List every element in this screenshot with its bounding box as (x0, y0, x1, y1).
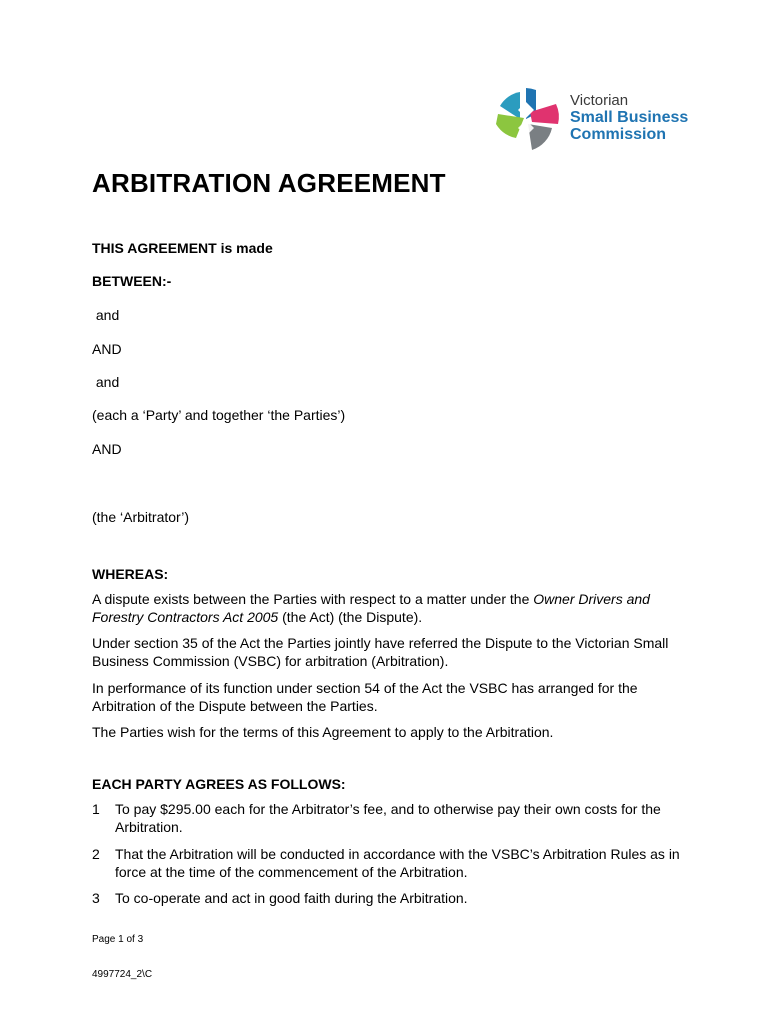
act-title: Owner Drivers and Forestry Contractors Act 2005 (92, 591, 650, 625)
page-number: Page 1 of 3 (92, 934, 144, 945)
list-item-number: 2 (92, 846, 100, 862)
list-item-text: To co-operate and act in good faith during the Arbitration. (115, 890, 468, 906)
logo-line2: Small Business (570, 109, 689, 126)
document-title: ARBITRATION AGREEMENT (92, 168, 446, 198)
between-heading: BETWEEN:- (92, 273, 172, 289)
agrees-heading: EACH PARTY AGREES AS FOLLOWS: (92, 776, 346, 792)
each-party-line: (each a ‘Party’ and together ‘the Parties’) (92, 407, 346, 423)
logo-line3: Commission (570, 126, 667, 143)
whereas-p1-b: (the Act) (the Dispute). (278, 609, 423, 625)
and-line-1: and (92, 307, 120, 323)
list-item-number: 3 (92, 890, 100, 906)
list-item-text: That the Arbitration will be conducted in accordance with the VSBC’s Arbitration Rules as in force at the time of the commencement of the Arbitration. (115, 846, 680, 880)
vsbc-logo (490, 84, 690, 154)
arbitrator-line: (the ‘Arbitrator’) (92, 509, 189, 525)
list-item-number: 1 (92, 801, 100, 817)
agreement-made: THIS AGREEMENT is made (92, 240, 273, 256)
whereas-p1-a: A dispute exists between the Parties with respect to a matter under the (92, 591, 534, 607)
document-reference: 4997724_2\C (92, 969, 153, 980)
list-item-text: To pay $295.00 each for the Arbitrator’s fee, and to otherwise pay their own costs for the Arbitration. (115, 801, 661, 835)
whereas-paragraph-1 (92, 590, 682, 626)
logo-line1: Victorian (570, 92, 629, 109)
AND-line-1: AND (92, 341, 122, 357)
whereas-paragraph-3: In performance of its function under section 54 of the Act the VSBC has arranged for the Arbitration of the Dispute between the Parties. (92, 680, 638, 714)
whereas-paragraph-4: The Parties wish for the terms of this Agreement to apply to the Arbitration. (92, 724, 554, 740)
whereas-heading: WHEREAS: (92, 566, 169, 582)
logo-text (570, 92, 688, 143)
AND-line-2: AND (92, 441, 122, 457)
vsbc-logo-mark (490, 84, 562, 154)
whereas-paragraph-2: Under section 35 of the Act the Parties jointly have referred the Dispute to the Victorian Small Business Commission (VSBC) for arbitration (Arbitration). (92, 635, 669, 669)
and-line-2: and (92, 374, 120, 390)
